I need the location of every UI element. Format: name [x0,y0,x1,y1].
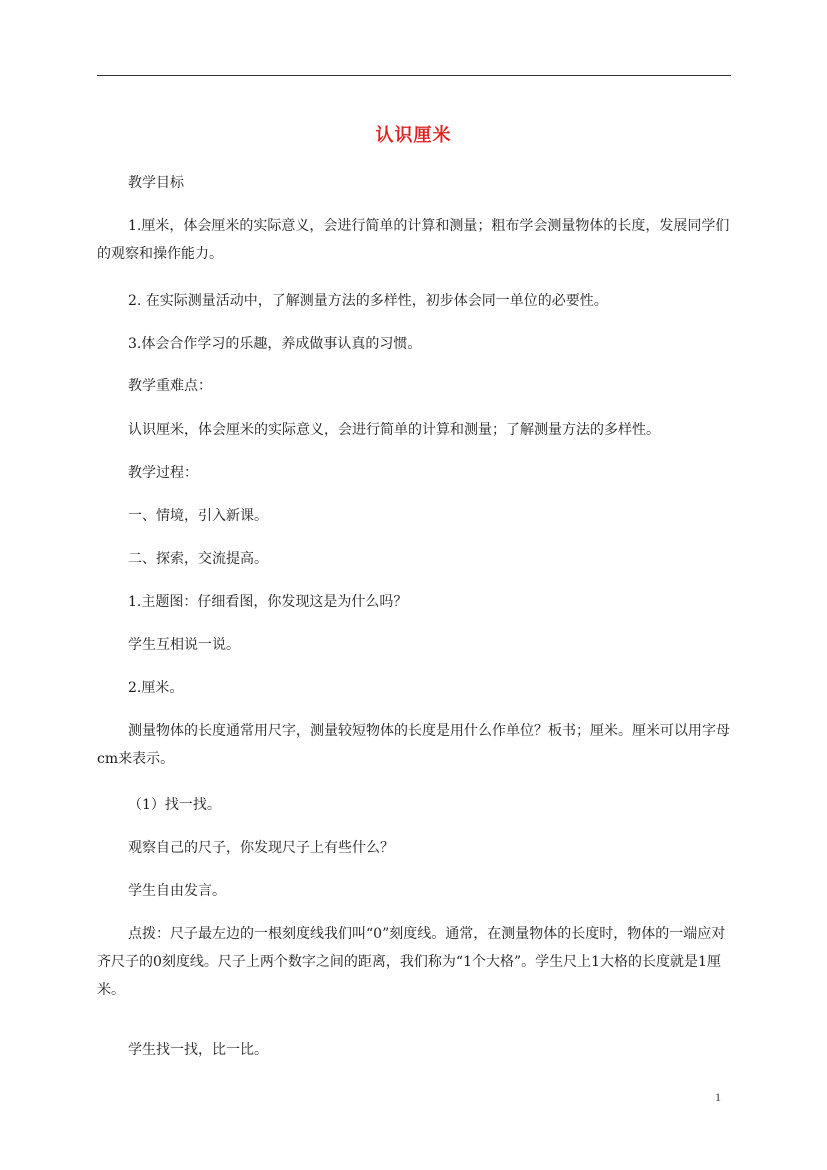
centimeter-heading: 2.厘米。 [128,680,184,696]
objective-1: 1.厘米，体会厘米的实际意义，会进行简单的计算和测量；粗布学会测量物体的长度，发展同学们的观察和操作能力。 [97,218,730,262]
student-discussion: 学生互相说一说。 [128,637,240,653]
compare-activity: 学生找一找，比一比。 [128,1042,268,1058]
objective-3: 3.体会合作学习的乐趣，养成做事认真的习惯。 [128,336,422,352]
document-title: 认识厘米 [375,125,452,146]
key-points-text: 认识厘米，体会厘米的实际意义，会进行简单的计算和测量；了解测量方法的多样性。 [128,422,660,438]
header-rule [97,75,731,76]
students-speak: 学生自由发言。 [128,883,226,899]
step-one: 一、情境，引入新课。 [128,508,268,524]
guidance-text: 点拨：尺子最左边的一根刻度线我们叫“0”刻度线。通常，在测量物体的长度时，物体的一端应对齐尺子的0刻度线。尺子上两个数字之间的距离，我们称为“1个大格”。学生尺上1大格的长度就是1厘米。 [97,926,726,998]
section-heading-objectives: 教学目标 [128,175,184,191]
step-two: 二、探索，交流提高。 [128,551,268,567]
centimeter-intro: 测量物体的长度通常用尺字，测量较短物体的长度是用什么作单位？板书；厘米。厘米可以用字母cm来表示。 [97,723,730,767]
section-heading-process: 教学过程： [128,465,198,481]
page-number: 1 [715,1090,721,1104]
section-heading-key-points: 教学重难点： [128,378,212,394]
observe-ruler: 观察自己的尺子，你发现尺子上有些什么？ [128,840,394,856]
find-heading: （1）找一找。 [128,797,221,813]
theme-picture: 1.主题图：仔细看图，你发现这是为什么吗？ [128,594,408,610]
objective-2: 2. 在实际测量活动中，了解测量方法的多样性，初步体会同一单位的必要性。 [128,293,608,309]
